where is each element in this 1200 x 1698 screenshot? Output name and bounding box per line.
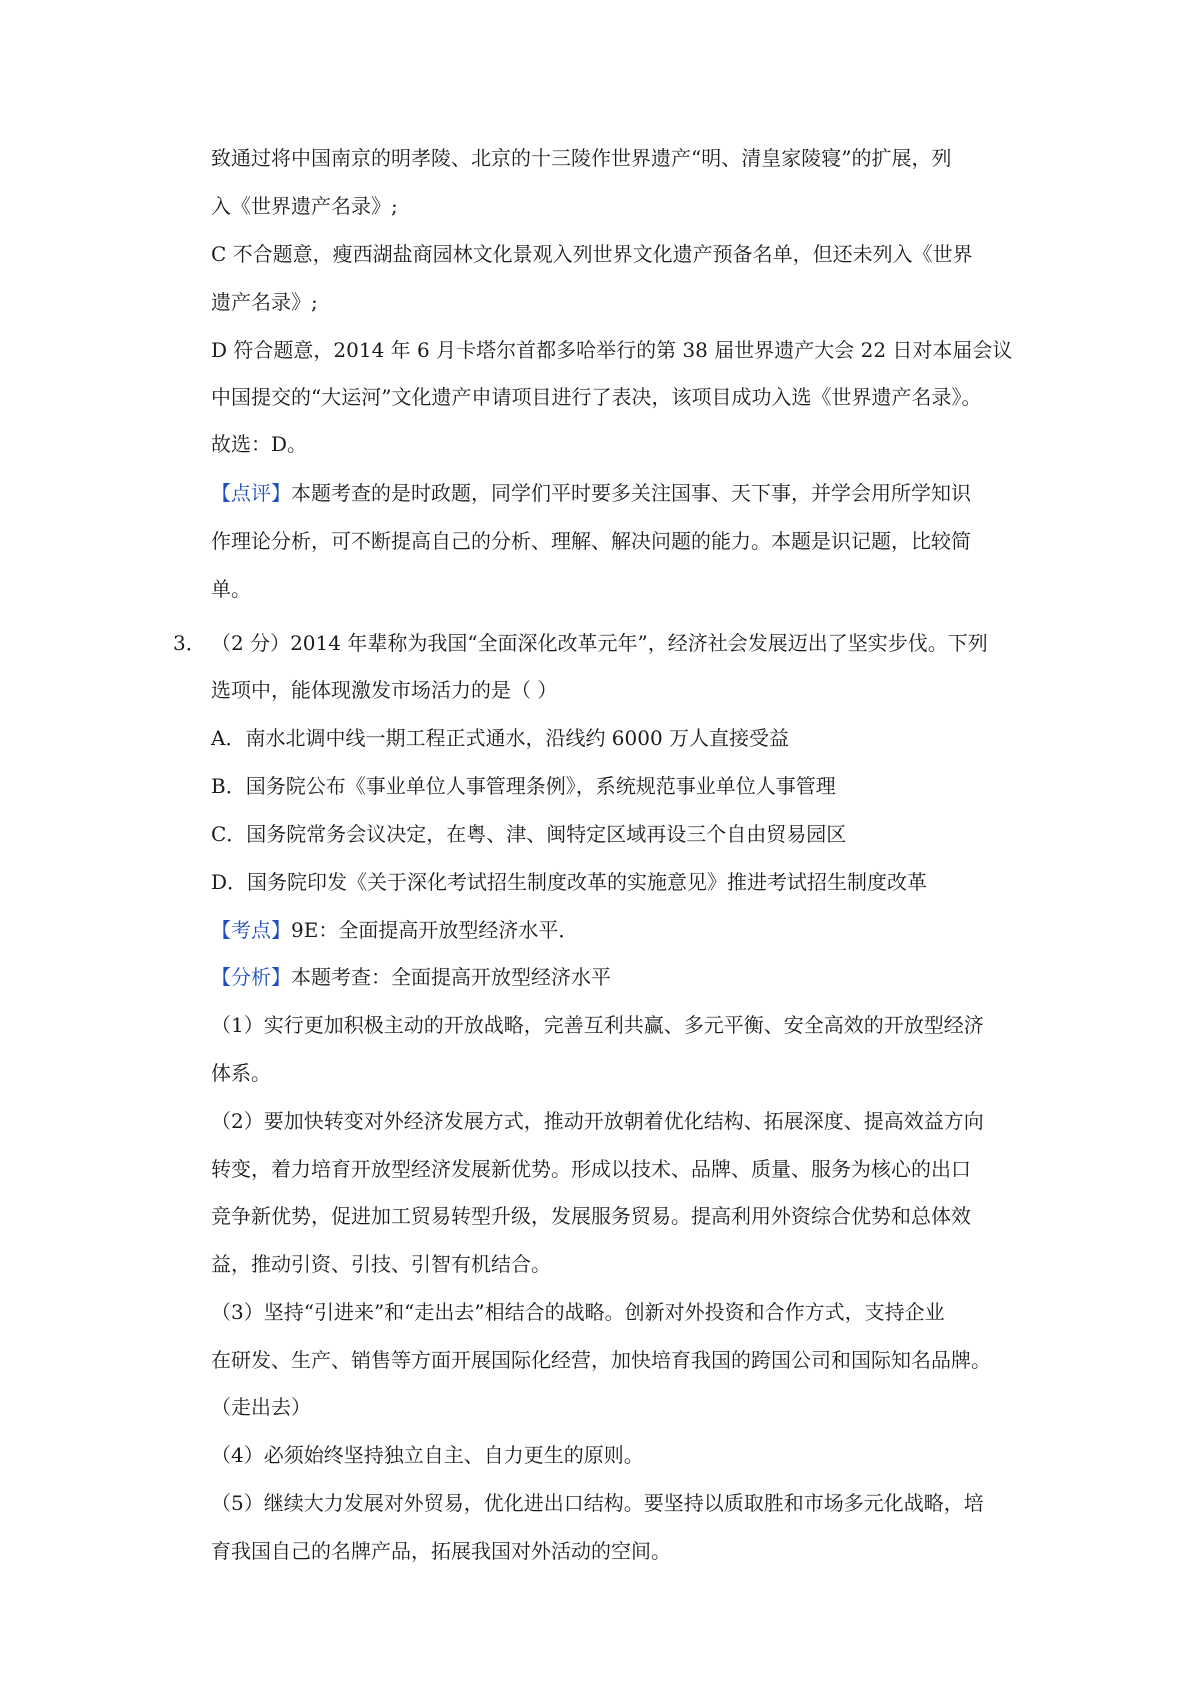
kaodian-tag: 【考点】 (211, 918, 291, 942)
prev-comment-line-2: 作理论分析，可不断提高自己的分析、理解、解决问题的能力。本题是识记题，比较简 (211, 529, 971, 553)
prev-option-b-line-2: 入《世界遗产名录》; (211, 194, 398, 218)
prev-comment-line-3: 单。 (211, 577, 251, 601)
comment-text-1: 本题考查的是时政题，同学们平时要多关注国事、天下事，并学会用所学知识 (291, 481, 971, 505)
kaodian-text: 9E：全面提高开放型经济水平． (291, 918, 579, 942)
prev-option-d-line-2: 中国提交的“大运河”文化遗产申请项目进行了表决，该项目成功入选《世界遗产名录》。 (211, 385, 982, 409)
fenxi-line (211, 963, 611, 991)
kaodian-line (211, 916, 578, 944)
point-2-line-1: （2）要加快转变对外经济发展方式，推动开放朝着优化结构、拓展深度、提高效益方向 (211, 1109, 984, 1133)
point-1-line-1: （1）实行更加积极主动的开放战略，完善互利共赢、多元平衡、安全高效的开放型经济 (211, 1013, 984, 1037)
fenxi-tag: 【分析】 (211, 965, 291, 989)
prev-comment-line-1 (211, 479, 971, 507)
point-2-line-3: 竞争新优势，促进加工贸易转型升级，发展服务贸易。提高利用外资综合优势和总体效 (211, 1204, 971, 1228)
comment-tag: 【点评】 (211, 481, 291, 505)
point-5-line-1: （5）继续大力发展对外贸易，优化进出口结构。要坚持以质取胜和市场多元化战略，培 (211, 1491, 984, 1515)
option-c: C．国务院常务会议决定，在粤、津、闽特定区域再设三个自由贸易园区 (211, 822, 847, 846)
point-4-line-1: （4）必须始终坚持独立自主、自力更生的原则。 (211, 1443, 644, 1467)
point-2-line-2: 转变，着力培育开放型经济发展新优势。形成以技术、品牌、质量、服务为核心的出口 (211, 1157, 971, 1181)
option-d: D．国务院印发《关于深化考试招生制度改革的实施意见》推进考试招生制度改革 (211, 870, 928, 894)
point-3-line-3: （走出去） (211, 1395, 311, 1419)
fenxi-text: 本题考查：全面提高开放型经济水平 (291, 965, 611, 989)
question-stem-line-1: （2 分）2014 年辈称为我国“全面深化改革元年”，经济社会发展迈出了坚实步伐。下列 (211, 631, 988, 655)
point-3-line-2: 在研发、生产、销售等方面开展国际化经营，加快培育我国的跨国公司和国际知名品牌。 (211, 1348, 991, 1372)
prev-option-d-line-1: D 符合题意，2014 年 6 月卡塔尔首都多哈举行的第 38 届世界遗产大会 22 日对本届会议 (211, 338, 1013, 362)
option-a: A．南水北调中线一期工程正式通水，沿线约 6000 万人直接受益 (211, 726, 790, 750)
point-2-line-4: 益，推动引资、引技、引智有机结合。 (211, 1252, 551, 1276)
question-number: 3． (173, 631, 206, 655)
prev-option-b-line-1: 致通过将中国南京的明孝陵、北京的十三陵作世界遗产“明、清皇家陵寝”的扩展，列 (211, 146, 952, 170)
question-stem-line-2: 选项中，能体现激发市场活力的是（ ） (211, 678, 558, 702)
prev-answer: 故选：D。 (211, 432, 308, 456)
point-5-line-2: 育我国自己的名牌产品，拓展我国对外活动的空间。 (211, 1539, 671, 1563)
prev-option-c-line-2: 遗产名录》; (211, 290, 318, 314)
point-3-line-1: （3）坚持“引进来”和“走出去”相结合的战略。创新对外投资和合作方式，支持企业 (211, 1300, 945, 1324)
prev-option-c-line-1: C 不合题意，瘦西湖盐商园林文化景观入列世界文化遗产预备名单，但还未列入《世界 (211, 242, 973, 266)
option-b: B．国务院公布《事业单位人事管理条例》，系统规范事业单位人事管理 (211, 774, 836, 798)
point-1-line-2: 体系。 (211, 1061, 271, 1085)
